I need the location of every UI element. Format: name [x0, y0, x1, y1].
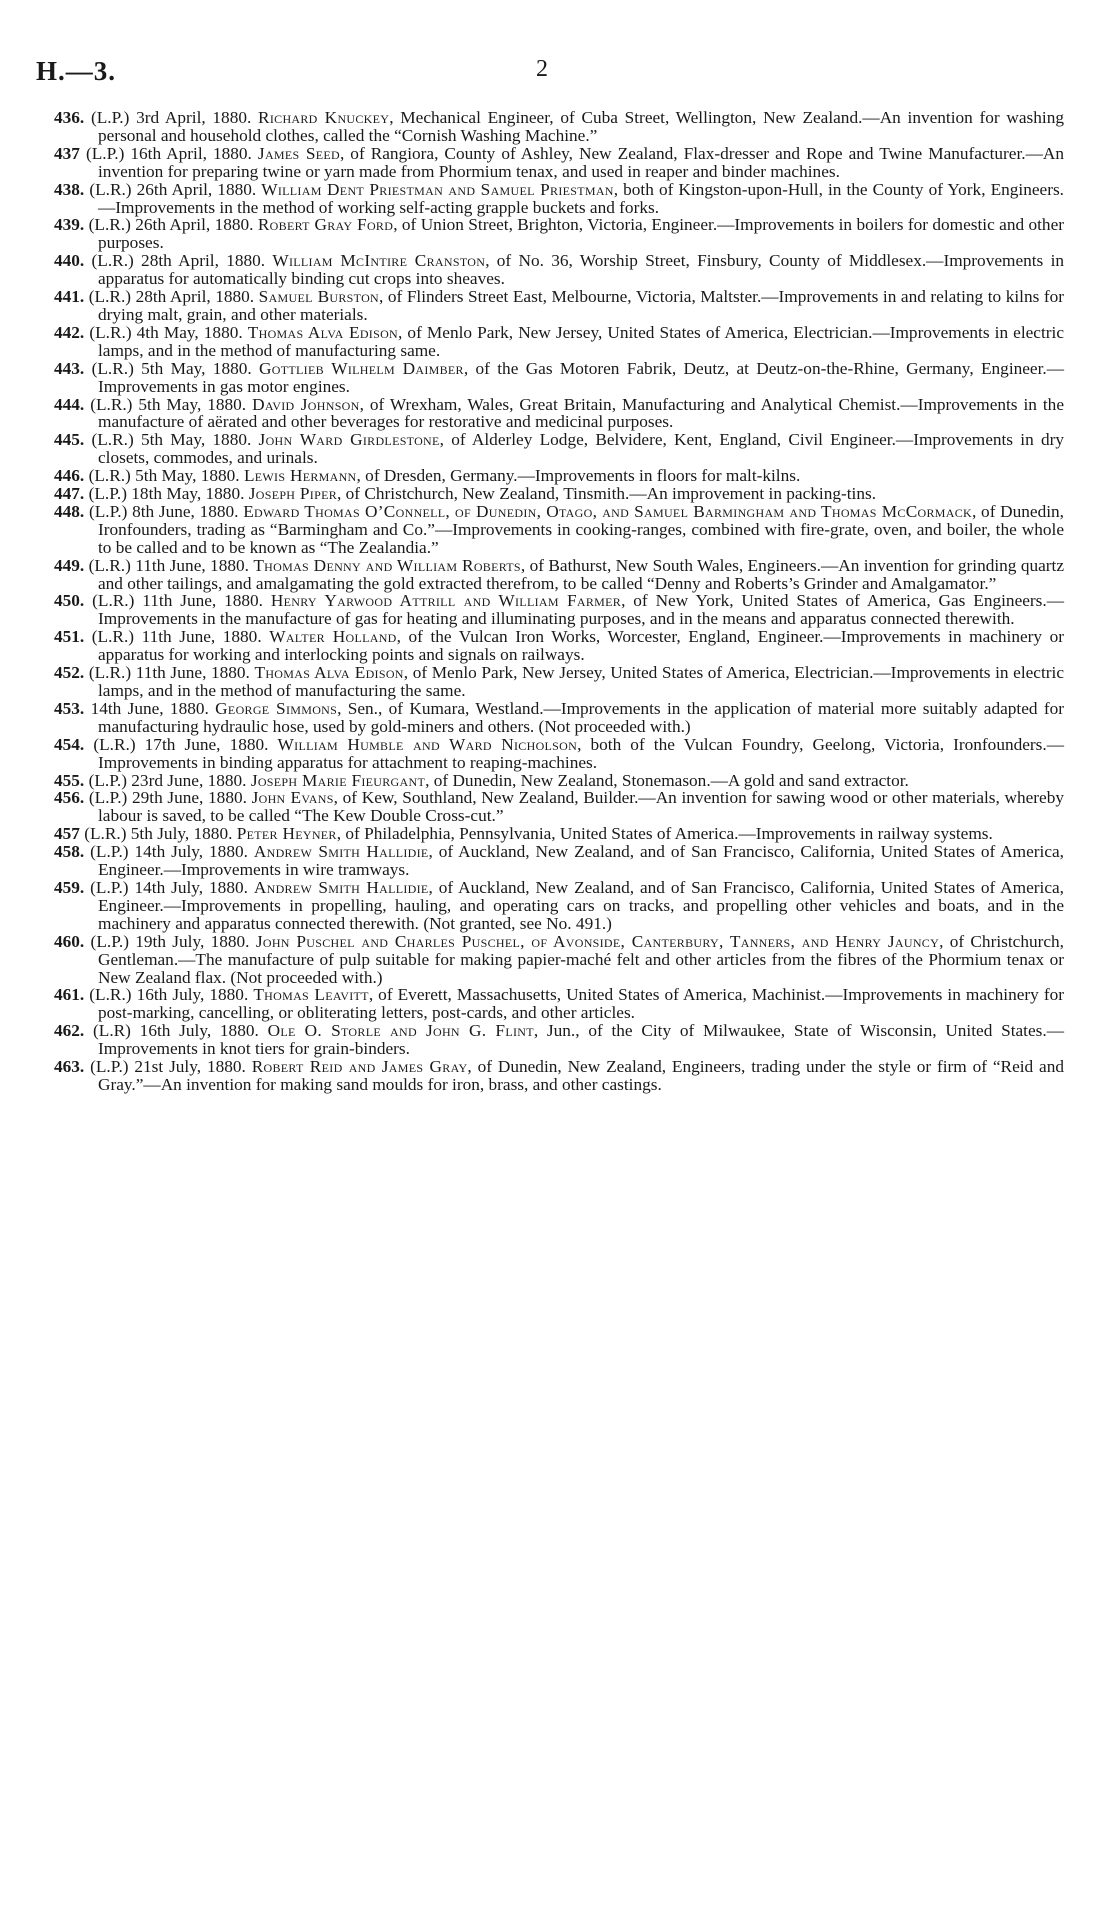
entry-date: (L.R.) 26th April, 1880. [84, 179, 262, 199]
patent-entry [54, 288, 1064, 324]
entry-number: 461. [54, 985, 85, 1005]
entry-applicant: William McIntire Cranston [272, 251, 486, 271]
entry-date: (L.P.) 29th June, 1880. [84, 788, 252, 808]
patent-entry [54, 843, 1064, 879]
entry-applicant: Ole O. Storle and John G. Flint [267, 1021, 534, 1041]
entry-date: (L.R.) 28th April, 1880. [84, 251, 273, 271]
entry-applicant: David Johnson [252, 394, 360, 414]
entry-number: 459. [54, 877, 85, 897]
entry-description: , of Auckland, New Zealand, and of San Francisco, California, United States of America, Engineer.—Improvements in propelling, hauling, and operating cars on tracks, and propelling other vehicles and boats, and in the machinery and apparatus connected therewith. (Not granted, see No. 491.) [98, 877, 1064, 933]
patent-entry [54, 664, 1064, 700]
entry-applicant: William Dent Priestman and Samuel Priestman [261, 179, 614, 199]
entry-number: 462. [54, 1021, 85, 1041]
entry-number: 454. [54, 734, 85, 754]
entry-applicant: Thomas Leavitt [253, 985, 369, 1005]
entry-number: 453. [54, 698, 85, 718]
patent-entry [54, 789, 1064, 825]
entry-number: 440. [54, 251, 85, 271]
entry-date: (L.R.) 11th June, 1880. [84, 663, 255, 683]
entry-number: 437 [54, 143, 80, 163]
entry-number: 450. [54, 591, 85, 611]
entry-date: (L.R.) 26th April, 1880. [84, 215, 258, 235]
patent-entry [54, 181, 1064, 217]
patent-entry [54, 503, 1064, 557]
entry-date: (L.P.) 19th July, 1880. [84, 931, 256, 951]
patent-entry [54, 216, 1064, 252]
entry-applicant: Walter Holland [269, 627, 397, 647]
entry-description: , of Alderley Lodge, Belvidere, Kent, England, Civil Engineer.—Improvements in dry closets, commodes, and urinals. [98, 430, 1064, 468]
entry-description: , of the Gas Motoren Fabrik, Deutz, at Deutz-on-the-Rhine, Germany, Engineer.—Improvements in gas motor engines. [98, 358, 1065, 396]
patent-entry [54, 592, 1064, 628]
entry-number: 460. [54, 931, 85, 951]
entry-applicant: Peter Heyner [236, 824, 337, 844]
page-number: 2 [536, 56, 548, 82]
entry-number: 452. [54, 663, 85, 683]
patent-entry [54, 772, 1064, 790]
entry-description: , of Everett, Massachusetts, United States of America, Machinist.—Improvements in machinery for post-marking, cancelling, or obliterating letters, post-cards, and other articles. [98, 985, 1065, 1023]
entry-date: (L.P.) 23rd June, 1880. [84, 770, 251, 790]
patent-entry [54, 431, 1064, 467]
entry-date: (L.P.) 14th July, 1880. [84, 877, 254, 897]
entry-applicant: Lewis Hermann [243, 466, 357, 486]
patent-entry [54, 145, 1064, 181]
patent-entry [54, 736, 1064, 772]
entry-date: 14th June, 1880. [84, 698, 216, 718]
entry-description: , of Christchurch, Gentleman.—The manufacture of pulp suitable for making papier-maché felt and other articles from the fibres of the Phormium tenax or New Zealand flax. (Not proceeded with.) [98, 931, 1064, 987]
entry-number: 456. [54, 788, 85, 808]
entry-date: (L.P.) 16th April, 1880. [79, 143, 258, 163]
patent-entries-list [54, 109, 1064, 1094]
entry-date: (L.P.) 8th June, 1880. [84, 501, 244, 521]
entry-date: (L.R.) 17th June, 1880. [84, 734, 278, 754]
entry-description: , of the Vulcan Iron Works, Worcester, England, Engineer.—Improvements in machinery or apparatus for working and interlocking points and signals on railways. [98, 627, 1065, 665]
entry-applicant: Gottlieb Wilhelm Daimber [259, 358, 464, 378]
entry-applicant: Andrew Smith Hallidie [253, 842, 429, 862]
patent-entry [54, 324, 1064, 360]
entry-date: (L.R.) 4th May, 1880. [84, 322, 248, 342]
entry-description: , Mechanical Engineer, of Cuba Street, Wellington, New Zealand.—An invention for washing personal and household clothes, called the “Cornish Washing Machine.” [98, 108, 1064, 145]
entry-date: (L.R.) 11th June, 1880. [84, 591, 271, 611]
entry-number: 441. [54, 287, 85, 307]
entry-description: , of Menlo Park, New Jersey, United States of America, Electrician.—Improvements in electric lamps, and in the method of manufacturing the same. [98, 663, 1065, 700]
entry-date: (L.R.) 28th April, 1880. [84, 287, 259, 307]
entry-applicant: Henry Yarwood Attrill and William Farmer [270, 591, 622, 611]
document-reference: H.—3. [36, 56, 117, 86]
entry-number: 443. [54, 358, 85, 378]
entry-date: (L.R.) 11th June, 1880. [84, 627, 270, 647]
entry-date: (L.R.) 11th June, 1880. [84, 555, 254, 575]
patent-entry [54, 879, 1064, 933]
entry-date: (L.P.) 21st July, 1880. [84, 1057, 252, 1077]
patent-entry [54, 825, 1064, 843]
entry-number: 457 [54, 824, 80, 844]
entry-number: 451. [54, 627, 85, 647]
entry-description: , of Dresden, Germany.—Improvements in floors for malt-kilns. [356, 466, 801, 486]
patent-entry [54, 360, 1064, 396]
entry-applicant: John Puschel and Charles Puschel, of Avonside, Canterbury, Tanners, and Henry Jauncy [255, 931, 940, 951]
entry-date: (L.R.) 16th July, 1880. [84, 985, 254, 1005]
entry-description: , of Kew, Southland, New Zealand, Builder.—An invention for sawing wood or other materials, whereby labour is saved, to be called “The Kew Double Cross-cut.” [98, 788, 1064, 826]
patent-entry [54, 557, 1064, 593]
entry-date: (L.R.) 5th May, 1880. [84, 394, 253, 414]
entry-applicant: James Seed [257, 143, 340, 163]
entry-description: , of Philadelphia, Pennsylvania, United States of America.—Improvements in railway systems. [336, 824, 993, 844]
entry-number: 442. [54, 322, 85, 342]
patent-entry [54, 700, 1064, 736]
patent-entry [54, 628, 1064, 664]
patent-entry [54, 252, 1064, 288]
entry-description: , of Menlo Park, New Jersey, United States of America, Electrician.—Improvements in electric lamps, and in the method of manufacturing same. [98, 322, 1065, 360]
patent-entry [54, 933, 1064, 987]
entry-applicant: Joseph Marie Fieurgant [250, 770, 426, 790]
entry-applicant: Robert Reid and James Gray [251, 1057, 468, 1077]
entry-number: 447. [54, 484, 85, 504]
entry-applicant: John Ward Girdlestone [258, 430, 440, 450]
entry-date: (L.P.) 3rd April, 1880. [84, 108, 259, 127]
entry-description: , of Auckland, New Zealand, and of San Francisco, California, United States of America, Engineer.—Improvements in wire tramways. [98, 842, 1064, 880]
entry-date: (L.P.) 14th July, 1880. [84, 842, 254, 862]
entry-number: 463. [54, 1057, 85, 1077]
entry-date: (L.R.) 5th May, 1880. [84, 466, 244, 486]
entry-number: 449. [54, 555, 85, 575]
entry-description: , of Flinders Street East, Melbourne, Victoria, Maltster.—Improvements in and relating to kilns for drying malt, grain, and other materials. [98, 287, 1065, 324]
entry-description: , of New York, United States of America, Gas Engineers.—Improvements in the manufacture of gas for heating and illuminating purposes, and in the means and apparatus connected therewith. [98, 591, 1064, 629]
patent-entry [54, 1058, 1064, 1094]
entry-date: (L.R.) 5th July, 1880. [79, 824, 237, 844]
entry-applicant: Thomas Denny and William Roberts [253, 555, 521, 575]
patent-entry [54, 109, 1064, 145]
entry-applicant: Thomas Alva Edison [247, 322, 399, 342]
page-header [36, 56, 1076, 96]
entry-date: (L.R) 16th July, 1880. [84, 1021, 268, 1041]
entry-description: , of Dunedin, Ironfounders, trading as “Barmingham and Co.”—Improvements in cooking-ranges, combined with fire-grate, oven, and boiler, the whole to be called and to be known as “The Zealandia.” [98, 501, 1064, 557]
entry-applicant: Joseph Piper [248, 484, 338, 504]
entry-number: 446. [54, 466, 85, 486]
patent-entry [54, 485, 1064, 503]
entry-applicant: Andrew Smith Hallidie [253, 877, 429, 897]
patent-entry [54, 1022, 1064, 1058]
entry-date: (L.P.) 18th May, 1880. [84, 484, 249, 504]
entry-number: 445. [54, 430, 85, 450]
patent-entry [54, 467, 1064, 485]
entry-number: 436. [54, 108, 85, 127]
entry-number: 438. [54, 179, 85, 199]
entry-applicant: Richard Knuckey [258, 108, 390, 127]
entry-number: 448. [54, 501, 85, 521]
entry-date: (L.R.) 5th May, 1880. [84, 430, 259, 450]
entry-applicant: George Simmons [215, 698, 338, 718]
patent-entry [54, 986, 1064, 1022]
entry-applicant: Thomas Alva Edison [254, 663, 404, 683]
entry-description: , Jun., of the City of Milwaukee, State of Wisconsin, United States.—Improvements in knot tiers for grain-binders. [98, 1021, 1064, 1059]
entry-description: , of Union Street, Brighton, Victoria, Engineer.—Improvements in boilers for domestic and other purposes. [98, 215, 1064, 253]
entry-description: , of Christchurch, New Zealand, Tinsmith.—An improvement in packing-tins. [337, 484, 877, 504]
entry-applicant: Robert Gray Ford [257, 215, 394, 235]
entry-description: , of Dunedin, New Zealand, Engineers, trading under the style or firm of “Reid and Gray.”—An invention for making sand moulds for iron, brass, and other castings. [98, 1057, 1065, 1094]
entry-applicant: William Humble and Ward Nicholson [277, 734, 578, 754]
patent-entry [54, 396, 1064, 432]
entry-description: , both of Kingston-upon-Hull, in the County of York, Engineers.—Improvements in the method of working self-acting grapple buckets and forks. [98, 179, 1064, 217]
entry-number: 444. [54, 394, 85, 414]
entry-description: , of Wrexham, Wales, Great Britain, Manufacturing and Analytical Chemist.—Improvements in the manufacture of aërated and other beverages for restorative and medicinal purposes. [98, 394, 1064, 432]
entry-applicant: Edward Thomas O’Connell, of Dunedin, Otago, and Samuel Barmingham and Thomas McCormack [243, 501, 973, 521]
entry-description: , of Dunedin, New Zealand, Stonemason.—A gold and sand extractor. [425, 770, 909, 790]
entry-date: (L.R.) 5th May, 1880. [84, 358, 260, 378]
entry-number: 455. [54, 770, 85, 790]
entry-description: , Sen., of Kumara, Westland.—Improvements in the application of material more suitably adapted for manufacturing hydraulic hose, used by gold-miners and others. (Not proceeded with.) [98, 698, 1064, 736]
entry-description: , both of the Vulcan Foundry, Geelong, Victoria, Ironfounders.—Improvements in binding apparatus for attachment to reaping-machines. [98, 734, 1064, 772]
entry-description: , of No. 36, Worship Street, Finsbury, County of Middlesex.—Improvements in apparatus for automatically binding cut crops into sheaves. [98, 251, 1065, 289]
entry-applicant: Samuel Burston [258, 287, 380, 307]
entry-description: , of Bathurst, New South Wales, Engineers.—An invention for grinding quartz and other tailings, and amalgamating the gold extracted therefrom, to be called “Denny and Roberts’s Grinder and Amalgamator.” [98, 555, 1065, 593]
entry-number: 458. [54, 842, 85, 862]
entry-number: 439. [54, 215, 85, 235]
entry-applicant: John Evans [251, 788, 334, 808]
entry-description: , of Rangiora, County of Ashley, New Zealand, Flax-dresser and Rope and Twine Manufacturer.—An invention for preparing twine or yarn made from Phormium tenax, and used in reaper and binder machines. [98, 143, 1064, 181]
